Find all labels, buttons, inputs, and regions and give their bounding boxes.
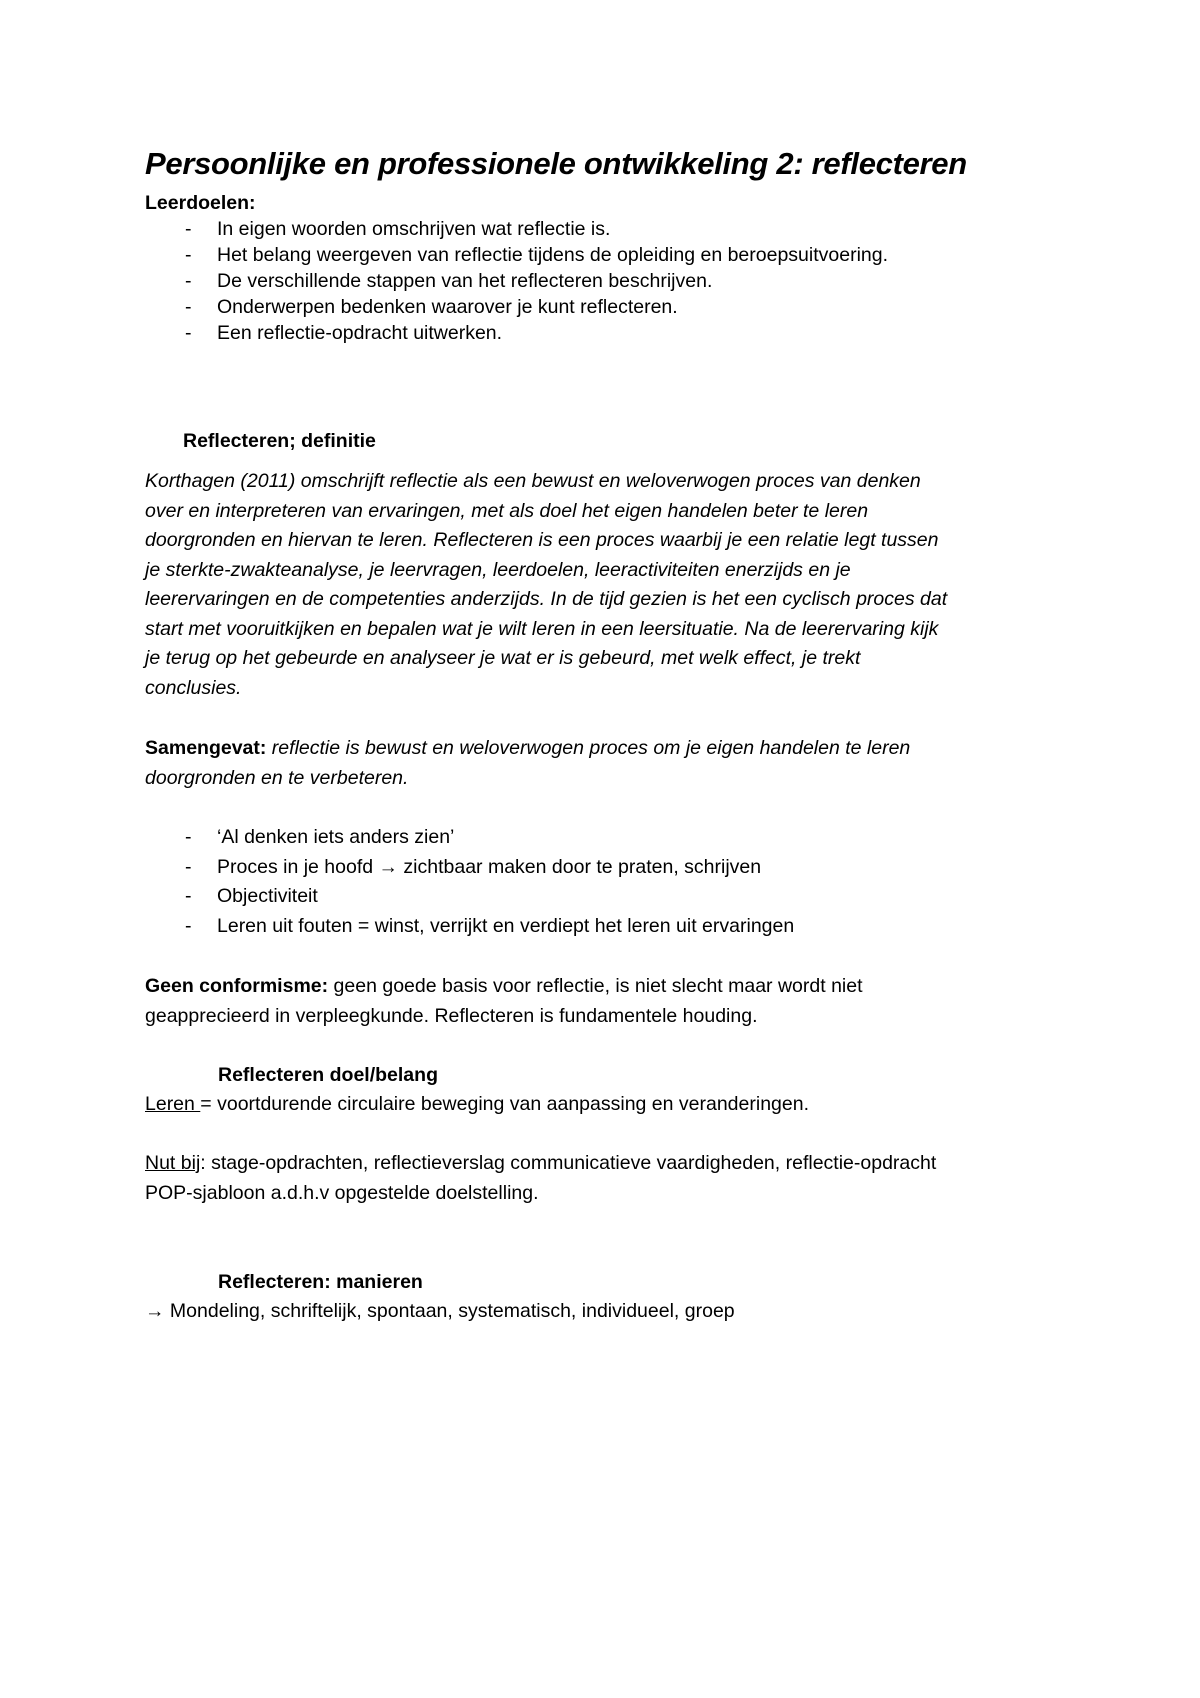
list-item: - Objectiviteit: [145, 882, 794, 912]
conformism-label: Geen conformisme:: [145, 975, 329, 997]
goal-heading: Reflecteren doel/belang: [218, 1064, 438, 1086]
summary-text-continued: doorgronden en te verbeteren.: [145, 766, 409, 789]
page-title: Persoonlijke en professionele ontwikkeling 2: reflecteren: [145, 146, 967, 181]
list-item: - Een reflectie-opdracht uitwerken.: [145, 320, 888, 346]
nut-text-continued: POP-sjabloon a.d.h.v opgestelde doelstelling.: [145, 1181, 539, 1204]
conformism-text: geen goede basis voor reflectie, is niet slecht maar wordt niet: [328, 975, 863, 997]
definition-line: leerervaringen en de competenties anderzijds. In de tijd gezien is het een cyclisch proces dat: [145, 588, 948, 610]
summary-paragraph: [145, 734, 1075, 793]
nut-text: : stage-opdrachten, reflectieverslag communicatieve vaardigheden, reflectie-opdracht: [200, 1152, 937, 1174]
list-item: - De verschillende stappen van het reflecteren beschrijven.: [145, 268, 888, 294]
definition-line: doorgronden en hiervan te leren. Reflecteren is een proces waarbij je een relatie legt tussen: [145, 529, 939, 551]
definition-line: je terug op het gebeurde en analyseer je wat er is gebeurd, met welk effect, je trekt: [145, 647, 861, 669]
list-item: - Leren uit fouten = winst, verrijkt en verdiept het leren uit ervaringen: [145, 912, 794, 942]
definition-line: start met vooruitkijken en bepalen wat je wilt leren in een leersituatie. Na de leerervaring kijk: [145, 617, 939, 640]
nut-label: Nut bij: [145, 1152, 201, 1174]
reflection-points-list: [145, 823, 794, 941]
summary-text: reflectie is bewust en weloverwogen proces om je eigen handelen te leren: [266, 737, 911, 759]
definition-paragraph: [145, 467, 1075, 703]
definition-line: Korthagen (2011) omschrijft reflectie als een bewust en weloverwogen proces van denken: [145, 470, 921, 492]
summary-label: Samengevat:: [145, 737, 267, 759]
list-item: - Proces in je hoofd → zichtbaar maken door te praten, schrijven: [145, 853, 794, 883]
ways-heading: Reflecteren: manieren: [218, 1271, 423, 1293]
list-item: - In eigen woorden omschrijven wat reflectie is.: [145, 216, 888, 242]
definition-line: conclusies.: [145, 676, 242, 699]
list-item: - Onderwerpen bedenken waarover je kunt reflecteren.: [145, 294, 888, 320]
definition-heading: Reflecteren; definitie: [183, 430, 376, 452]
nut-paragraph: [145, 1149, 1075, 1208]
conformism-paragraph: [145, 972, 1075, 1031]
leren-label: Leren: [145, 1093, 201, 1115]
definition-line: over en interpreteren van ervaringen, met als doel het eigen handelen beter te leren: [145, 499, 869, 522]
leren-line: [145, 1090, 1075, 1120]
learning-goals-list: [145, 216, 888, 346]
learning-goals-heading: Leerdoelen:: [145, 192, 256, 214]
list-item: - Het belang weergeven van reflectie tijdens de opleiding en beroepsuitvoering.: [145, 242, 888, 268]
list-item: - ‘Al denken iets anders zien’: [145, 823, 794, 853]
conformism-text-continued: geapprecieerd in verpleegkunde. Reflecteren is fundamentele houding.: [145, 1004, 758, 1027]
ways-text: → Mondeling, schriftelijk, spontaan, systematisch, individueel, groep: [145, 1300, 735, 1322]
definition-line: je sterkte-zwakteanalyse, je leervragen, leerdoelen, leeractiviteiten enerzijds en je: [145, 558, 851, 581]
leren-text: = voortdurende circulaire beweging van aanpassing en veranderingen.: [200, 1093, 809, 1115]
